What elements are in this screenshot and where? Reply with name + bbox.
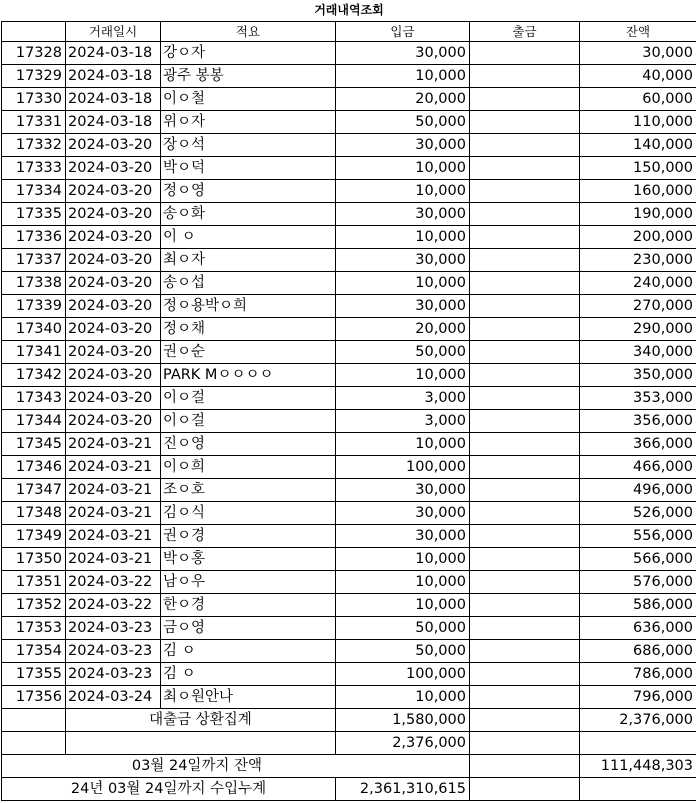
row-memo: 한ㅇ경 xyxy=(161,594,336,617)
table-row xyxy=(2,341,696,364)
row-withdraw xyxy=(470,318,580,341)
row-balance: 586,000 xyxy=(580,594,696,617)
repay-summary-row xyxy=(2,709,696,732)
row-deposit: 30,000 xyxy=(336,134,470,157)
row-date: 2024-03-23 xyxy=(66,663,161,686)
cell-empty xyxy=(470,732,580,755)
row-withdraw xyxy=(470,295,580,318)
row-withdraw xyxy=(470,88,580,111)
row-deposit: 50,000 xyxy=(336,617,470,640)
col-header-balance: 잔액 xyxy=(580,22,696,42)
table-row xyxy=(2,295,696,318)
row-deposit: 20,000 xyxy=(336,88,470,111)
row-withdraw xyxy=(470,203,580,226)
row-balance: 786,000 xyxy=(580,663,696,686)
row-balance: 340,000 xyxy=(580,341,696,364)
table-row xyxy=(2,433,696,456)
row-memo: 송ㅇ섭 xyxy=(161,272,336,295)
row-deposit: 10,000 xyxy=(336,364,470,387)
row-balance: 110,000 xyxy=(580,111,696,134)
table-row xyxy=(2,318,696,341)
row-memo: 정ㅇ영 xyxy=(161,180,336,203)
row-balance: 686,000 xyxy=(580,640,696,663)
row-deposit: 10,000 xyxy=(336,272,470,295)
row-memo: 정ㅇ채 xyxy=(161,318,336,341)
row-date: 2024-03-18 xyxy=(66,65,161,88)
row-date: 2024-03-18 xyxy=(66,111,161,134)
row-date: 2024-03-20 xyxy=(66,249,161,272)
row-number: 17335 xyxy=(2,203,66,226)
row-withdraw xyxy=(470,272,580,295)
row-withdraw xyxy=(470,479,580,502)
cell-empty xyxy=(2,732,66,755)
row-deposit: 50,000 xyxy=(336,111,470,134)
second-deposit: 2,376,000 xyxy=(336,732,470,755)
income-row xyxy=(2,778,696,801)
row-date: 2024-03-20 xyxy=(66,318,161,341)
row-memo: 권ㅇ순 xyxy=(161,341,336,364)
table-row xyxy=(2,663,696,686)
row-balance: 290,000 xyxy=(580,318,696,341)
row-date: 2024-03-21 xyxy=(66,548,161,571)
row-balance: 466,000 xyxy=(580,456,696,479)
row-deposit: 30,000 xyxy=(336,203,470,226)
row-date: 2024-03-20 xyxy=(66,387,161,410)
row-balance: 240,000 xyxy=(580,272,696,295)
row-memo: PARK Mㅇㅇㅇㅇ xyxy=(161,364,336,387)
cell-empty xyxy=(580,778,696,801)
row-number: 17344 xyxy=(2,410,66,433)
row-deposit: 10,000 xyxy=(336,433,470,456)
row-date: 2024-03-21 xyxy=(66,433,161,456)
row-date: 2024-03-20 xyxy=(66,134,161,157)
balance-value: 111,448,303 xyxy=(580,755,696,778)
cell-empty xyxy=(580,732,696,755)
col-header-no xyxy=(2,22,66,42)
row-memo: 광주 봉봉 xyxy=(161,65,336,88)
row-date: 2024-03-23 xyxy=(66,617,161,640)
row-number: 17333 xyxy=(2,157,66,180)
row-deposit: 10,000 xyxy=(336,226,470,249)
row-deposit: 20,000 xyxy=(336,318,470,341)
row-deposit: 30,000 xyxy=(336,249,470,272)
row-number: 17331 xyxy=(2,111,66,134)
row-balance: 140,000 xyxy=(580,134,696,157)
balance-row xyxy=(2,755,696,778)
income-value: 2,361,310,615 xyxy=(336,778,470,801)
cell-empty xyxy=(470,778,580,801)
row-number: 17342 xyxy=(2,364,66,387)
row-memo: 권ㅇ경 xyxy=(161,525,336,548)
row-withdraw xyxy=(470,640,580,663)
row-number: 17352 xyxy=(2,594,66,617)
table-row xyxy=(2,502,696,525)
row-balance: 366,000 xyxy=(580,433,696,456)
second-summary-row xyxy=(2,732,696,755)
col-header-withdraw: 출금 xyxy=(470,22,580,42)
row-number: 17353 xyxy=(2,617,66,640)
row-date: 2024-03-21 xyxy=(66,525,161,548)
row-balance: 230,000 xyxy=(580,249,696,272)
row-number: 17336 xyxy=(2,226,66,249)
row-memo: 정ㅇ용박ㅇ희 xyxy=(161,295,336,318)
row-memo: 이ㅇ걸 xyxy=(161,410,336,433)
row-date: 2024-03-20 xyxy=(66,410,161,433)
row-memo: 이ㅇ걸 xyxy=(161,387,336,410)
row-withdraw xyxy=(470,456,580,479)
row-number: 17347 xyxy=(2,479,66,502)
row-deposit: 30,000 xyxy=(336,525,470,548)
row-memo: 송ㅇ화 xyxy=(161,203,336,226)
row-number: 17346 xyxy=(2,456,66,479)
row-memo: 장ㅇ석 xyxy=(161,134,336,157)
table-row xyxy=(2,456,696,479)
row-date: 2024-03-23 xyxy=(66,640,161,663)
cell-empty xyxy=(66,732,336,755)
row-date: 2024-03-20 xyxy=(66,341,161,364)
row-number: 17338 xyxy=(2,272,66,295)
row-withdraw xyxy=(470,548,580,571)
row-memo: 최ㅇ자 xyxy=(161,249,336,272)
row-balance: 160,000 xyxy=(580,180,696,203)
row-memo: 박ㅇ홍 xyxy=(161,548,336,571)
row-deposit: 10,000 xyxy=(336,548,470,571)
row-withdraw xyxy=(470,42,580,65)
table-row xyxy=(2,249,696,272)
row-date: 2024-03-22 xyxy=(66,571,161,594)
row-withdraw xyxy=(470,111,580,134)
row-deposit: 10,000 xyxy=(336,180,470,203)
row-memo: 박ㅇ덕 xyxy=(161,157,336,180)
row-date: 2024-03-21 xyxy=(66,479,161,502)
col-header-deposit: 입금 xyxy=(336,22,470,42)
balance-label: 03월 24일까지 잔액 xyxy=(2,755,470,778)
table-row xyxy=(2,272,696,295)
row-withdraw xyxy=(470,65,580,88)
row-balance: 30,000 xyxy=(580,42,696,65)
row-withdraw xyxy=(470,663,580,686)
row-withdraw xyxy=(470,180,580,203)
row-withdraw xyxy=(470,134,580,157)
row-number: 17334 xyxy=(2,180,66,203)
row-number: 17349 xyxy=(2,525,66,548)
row-balance: 60,000 xyxy=(580,88,696,111)
row-deposit: 30,000 xyxy=(336,295,470,318)
row-number: 17341 xyxy=(2,341,66,364)
row-withdraw xyxy=(470,525,580,548)
row-date: 2024-03-20 xyxy=(66,364,161,387)
row-balance: 636,000 xyxy=(580,617,696,640)
row-withdraw xyxy=(470,433,580,456)
row-memo: 이ㅇ철 xyxy=(161,88,336,111)
row-deposit: 50,000 xyxy=(336,341,470,364)
row-number: 17329 xyxy=(2,65,66,88)
row-date: 2024-03-20 xyxy=(66,157,161,180)
table-row xyxy=(2,364,696,387)
row-number: 17337 xyxy=(2,249,66,272)
table-row xyxy=(2,640,696,663)
row-memo: 강ㅇ자 xyxy=(161,42,336,65)
row-date: 2024-03-20 xyxy=(66,180,161,203)
title-row xyxy=(2,0,696,22)
col-header-date: 거래일시 xyxy=(66,22,161,42)
row-balance: 190,000 xyxy=(580,203,696,226)
repay-balance: 2,376,000 xyxy=(580,709,696,732)
row-number: 17328 xyxy=(2,42,66,65)
row-deposit: 10,000 xyxy=(336,686,470,709)
table-row xyxy=(2,65,696,88)
row-deposit: 50,000 xyxy=(336,640,470,663)
table-row xyxy=(2,180,696,203)
row-date: 2024-03-20 xyxy=(66,272,161,295)
row-date: 2024-03-21 xyxy=(66,502,161,525)
table-row xyxy=(2,157,696,180)
row-number: 17332 xyxy=(2,134,66,157)
row-memo: 김ㅇ식 xyxy=(161,502,336,525)
row-balance: 796,000 xyxy=(580,686,696,709)
row-deposit: 30,000 xyxy=(336,502,470,525)
row-date: 2024-03-18 xyxy=(66,42,161,65)
table-row xyxy=(2,594,696,617)
row-balance: 556,000 xyxy=(580,525,696,548)
transaction-rows xyxy=(2,42,696,709)
row-memo: 조ㅇ호 xyxy=(161,479,336,502)
row-withdraw xyxy=(470,364,580,387)
table-row xyxy=(2,686,696,709)
row-memo: 김 ㅇ xyxy=(161,663,336,686)
row-memo: 이 ㅇ xyxy=(161,226,336,249)
row-memo: 위ㅇ자 xyxy=(161,111,336,134)
row-date: 2024-03-21 xyxy=(66,456,161,479)
row-balance: 200,000 xyxy=(580,226,696,249)
repay-label: 대출금 상환집계 xyxy=(66,709,336,732)
row-withdraw xyxy=(470,410,580,433)
row-withdraw xyxy=(470,387,580,410)
table-row xyxy=(2,410,696,433)
row-balance: 353,000 xyxy=(580,387,696,410)
row-balance: 350,000 xyxy=(580,364,696,387)
row-withdraw xyxy=(470,226,580,249)
row-balance: 566,000 xyxy=(580,548,696,571)
header-row xyxy=(2,22,696,42)
table-row xyxy=(2,387,696,410)
row-deposit: 10,000 xyxy=(336,571,470,594)
row-date: 2024-03-24 xyxy=(66,686,161,709)
row-number: 17340 xyxy=(2,318,66,341)
row-balance: 576,000 xyxy=(580,571,696,594)
row-deposit: 100,000 xyxy=(336,456,470,479)
row-number: 17348 xyxy=(2,502,66,525)
row-balance: 40,000 xyxy=(580,65,696,88)
cell-empty xyxy=(2,709,66,732)
row-deposit: 100,000 xyxy=(336,663,470,686)
row-number: 17354 xyxy=(2,640,66,663)
table-row xyxy=(2,479,696,502)
row-date: 2024-03-20 xyxy=(66,203,161,226)
transaction-table xyxy=(1,0,696,801)
row-memo: 김 ㅇ xyxy=(161,640,336,663)
row-withdraw xyxy=(470,617,580,640)
row-number: 17345 xyxy=(2,433,66,456)
cell-empty xyxy=(470,755,580,778)
row-deposit: 10,000 xyxy=(336,65,470,88)
row-withdraw xyxy=(470,157,580,180)
row-balance: 270,000 xyxy=(580,295,696,318)
row-withdraw xyxy=(470,341,580,364)
table-row xyxy=(2,571,696,594)
row-number: 17351 xyxy=(2,571,66,594)
row-number: 17355 xyxy=(2,663,66,686)
row-deposit: 3,000 xyxy=(336,387,470,410)
row-balance: 526,000 xyxy=(580,502,696,525)
row-withdraw xyxy=(470,502,580,525)
row-deposit: 10,000 xyxy=(336,594,470,617)
row-balance: 356,000 xyxy=(580,410,696,433)
row-number: 17343 xyxy=(2,387,66,410)
sheet-title: 거래내역조회 xyxy=(314,3,384,17)
cell-empty xyxy=(470,709,580,732)
row-withdraw xyxy=(470,571,580,594)
table-row xyxy=(2,617,696,640)
row-number: 17356 xyxy=(2,686,66,709)
row-number: 17330 xyxy=(2,88,66,111)
table-row xyxy=(2,525,696,548)
table-row xyxy=(2,226,696,249)
row-date: 2024-03-20 xyxy=(66,295,161,318)
repay-deposit: 1,580,000 xyxy=(336,709,470,732)
row-balance: 150,000 xyxy=(580,157,696,180)
row-memo: 진ㅇ영 xyxy=(161,433,336,456)
row-memo: 남ㅇ우 xyxy=(161,571,336,594)
table-row xyxy=(2,111,696,134)
row-number: 17339 xyxy=(2,295,66,318)
row-balance: 496,000 xyxy=(580,479,696,502)
row-withdraw xyxy=(470,594,580,617)
row-date: 2024-03-20 xyxy=(66,226,161,249)
row-deposit: 30,000 xyxy=(336,42,470,65)
row-memo: 이ㅇ희 xyxy=(161,456,336,479)
row-withdraw xyxy=(470,686,580,709)
table-row xyxy=(2,42,696,65)
row-deposit: 10,000 xyxy=(336,157,470,180)
row-date: 2024-03-22 xyxy=(66,594,161,617)
row-memo: 금ㅇ영 xyxy=(161,617,336,640)
row-memo: 최ㅇ원안나 xyxy=(161,686,336,709)
row-date: 2024-03-18 xyxy=(66,88,161,111)
table-row xyxy=(2,88,696,111)
col-header-memo: 적요 xyxy=(161,22,336,42)
table-row xyxy=(2,548,696,571)
table-row xyxy=(2,203,696,226)
row-withdraw xyxy=(470,249,580,272)
row-number: 17350 xyxy=(2,548,66,571)
income-label: 24년 03월 24일까지 수입누계 xyxy=(2,778,336,801)
row-deposit: 3,000 xyxy=(336,410,470,433)
row-deposit: 30,000 xyxy=(336,479,470,502)
table-row xyxy=(2,134,696,157)
